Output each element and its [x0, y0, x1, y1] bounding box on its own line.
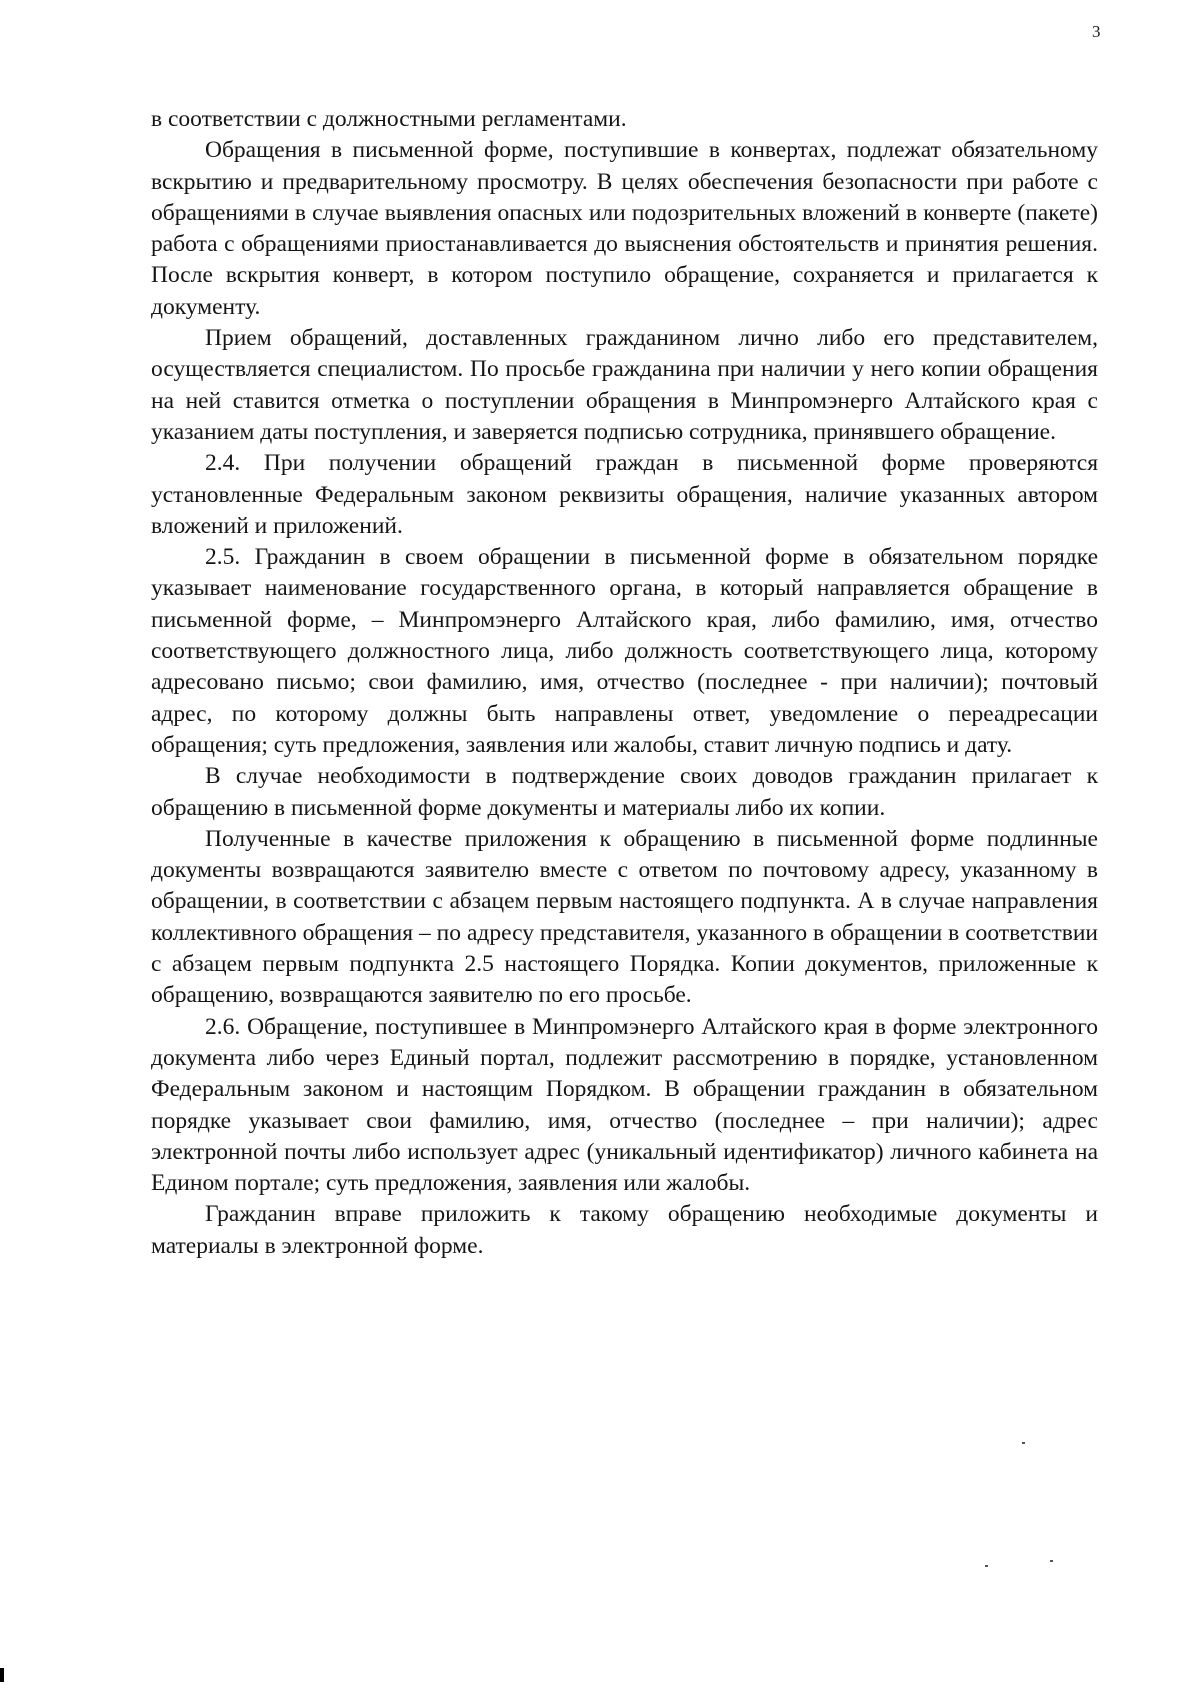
document-body — [151, 104, 1098, 1262]
scan-speck — [1022, 1442, 1025, 1444]
paragraph-envelopes: Обращения в письменной форме, поступившие в конвертах, подлежат обязательному вскрытию и предварительному просмотру. В целях обеспечения безопасности при работе с обращениями в случае выявления опасных или подозрительных вложений в конверте (пакете) работа с обращениями приостанавливается до выяснения обстоятельств и принятия решения. После вскрытия конверт, в котором поступило обращение, сохраняется и прилагается к документу. — [151, 137, 1098, 320]
paragraph-2-4: 2.4. При получении обращений граждан в письменной форме проверяются установленные Федеральным законом реквизиты обращения, наличие указанных автором вложений и приложений. — [151, 450, 1098, 539]
scan-speck — [985, 1565, 988, 1567]
paragraph-2-6: 2.6. Обращение, поступившее в Минпромэнерго Алтайского края в форме электронного документа либо через Единый портал, подлежит рассмотрению в порядке, установленном Федеральным законом и настоящим Порядком. В обращении гражданин в обязательном порядке указывает свои фамилию, имя, отчество (последнее – при наличии); адрес электронной почты либо использует адрес (уникальный идентификатор) личного кабинета на Едином портале; суть предложения, заявления или жалобы. — [151, 1013, 1098, 1197]
scan-speck — [1050, 1560, 1053, 1562]
paragraph-electronic-attachments: Гражданин вправе приложить к такому обращению необходимые документы и материалы в электронной форме. — [151, 1201, 1098, 1259]
paragraph-returned-documents: Полученные в качестве приложения к обращению в письменной форме подлинные документы возвращаются заявителю вместе с ответом по почтовому адресу, указанному в обращении, в соответствии с абзацем первым настоящего подпункта. А в случае направления коллективного обращения – по адресу представителя, указанного в обращении в соответствии с абзацем первым подпункта 2.5 настоящего Порядка. Копии документов, приложенные к обращению, возвращаются заявителю по его просьбе. — [151, 825, 1098, 1009]
paragraph-continuation: в соответствии с должностными регламентами. — [151, 106, 627, 132]
paragraph-personal-reception: Прием обращений, доставленных гражданином лично либо его представителем, осуществляется специалистом. По просьбе гражданина при наличии у него копии обращения на ней ставится отметка о поступлении обращения в Минпромэнерго Алтайского края с указанием даты поступления, и заверяется подписью сотрудника, принявшего обращение. — [151, 325, 1098, 445]
paragraph-supporting-documents: В случае необходимости в подтверждение своих доводов гражданин прилагает к обращению в письменной форме документы и материалы либо их копии. — [151, 763, 1098, 821]
scan-edge-mark — [0, 1668, 4, 1682]
paragraph-2-5: 2.5. Гражданин в своем обращении в письменной форме в обязательном порядке указывает наименование государственного органа, в который направляется обращение в письменной форме, – Минпромэнерго Алтайского края, либо фамилию, имя, отчество соответствующего должностного лица, либо должность соответствующего лица, которому адресовано письмо; свои фамилию, имя, отчество (последнее - при наличии); почтовый адрес, по которому должны быть направлены ответ, уведомление о переадресации обращения; суть предложения, заявления или жалобы, ставит личную подпись и дату. — [151, 544, 1098, 758]
page-number: 3 — [1092, 22, 1101, 41]
